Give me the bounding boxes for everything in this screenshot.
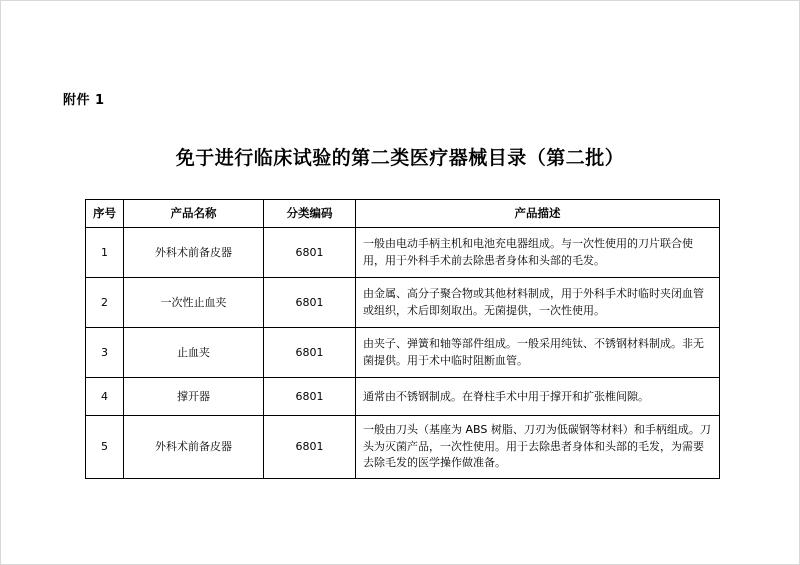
cell-name: 一次性止血夹 — [124, 278, 264, 328]
cell-name: 外科术前备皮器 — [124, 228, 264, 278]
cell-no: 1 — [86, 228, 124, 278]
cell-desc: 由夹子、弹簧和轴等部件组成。一般采用纯钛、不锈钢材料制成。非无菌提供。用于术中临时阻断血管。 — [356, 328, 720, 378]
cell-name: 止血夹 — [124, 328, 264, 378]
cell-no: 5 — [86, 416, 124, 479]
cell-name: 撑开器 — [124, 378, 264, 416]
table-row — [86, 378, 720, 416]
cell-code: 6801 — [264, 228, 356, 278]
cell-desc: 由金属、高分子聚合物或其他材料制成，用于外科手术时临时夹闭血管或组织，术后即刻取出。无菌提供，一次性使用。 — [356, 278, 720, 328]
column-header-name: 产品名称 — [124, 200, 264, 228]
page-title: 免于进行临床试验的第二类医疗器械目录（第二批） — [175, 147, 625, 169]
cell-no: 3 — [86, 328, 124, 378]
table-row — [86, 328, 720, 378]
table-row — [86, 278, 720, 328]
cell-code: 6801 — [264, 378, 356, 416]
cell-desc: 一般由电动手柄主机和电池充电器组成。与一次性使用的刀片联合使用，用于外科手术前去除患者身体和头部的毛发。 — [356, 228, 720, 278]
cell-desc: 通常由不锈钢制成。在脊柱手术中用于撑开和扩张椎间隙。 — [356, 378, 720, 416]
cell-desc: 一般由刀头（基座为 ABS 树脂、刀刃为低碳钢等材料）和手柄组成。刀头为灭菌产品，一次性使用。用于去除患者身体和头部的毛发，为需要去除毛发的医学操作做准备。 — [356, 416, 720, 479]
cell-code: 6801 — [264, 416, 356, 479]
column-header-code: 分类编码 — [264, 200, 356, 228]
table-row — [86, 416, 720, 479]
cell-code: 6801 — [264, 328, 356, 378]
catalog-table — [85, 199, 720, 479]
cell-no: 4 — [86, 378, 124, 416]
attachment-label: 附件 1 — [63, 93, 105, 108]
column-header-no: 序号 — [86, 200, 124, 228]
column-header-desc: 产品描述 — [356, 200, 720, 228]
cell-no: 2 — [86, 278, 124, 328]
cell-name: 外科术前备皮器 — [124, 416, 264, 479]
table-header-row — [86, 200, 720, 228]
table-row — [86, 228, 720, 278]
cell-code: 6801 — [264, 278, 356, 328]
